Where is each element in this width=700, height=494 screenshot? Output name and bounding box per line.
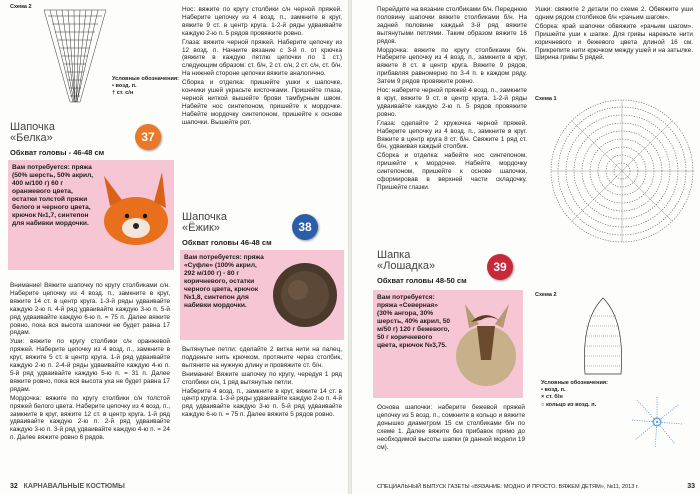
right-footer-text: СПЕЦИАЛЬНЫЙ ВЫПУСК ГАЗЕТЫ «ВЯЗАНИЕ: МОДНО И ПРОСТО. ВЯЖЕМ ДЕТЯМ», №11, 2013 г.: [377, 484, 639, 490]
right-footer: [377, 483, 695, 490]
ezhik-mordochka-text: Мордочка: вяжите по кругу столбиками б/н. Наберите цепочку из 4 возд. п., замкните в круг, вяжите 8 ст. в центр круга. Вяжите 9 рядов, прибавляя равномерно по 3-4 п. в каждом ряду. Затем 9 рядов провяжите ровно.: [377, 46, 527, 86]
loshadka-col-2: [535, 6, 693, 63]
ring-diagram: [627, 392, 687, 452]
belka-ushi-text: Уши: вяжите по кругу столбики с/н оранжевой пряжей. Наберите цепочку из 4 возд. п., замкните в круг, вяжите 5 ст. в центр круга. 1-й ряд удваивайте каждую 2-ю п. 2-4-й ряды удваивайте каждую 4-ю п. 5-й ряд удваивайте каждую 5-ю п. = 31 п. Далее вяжите ровно, пока вся высота уха не будет равна 17 рядам.: [10, 338, 170, 393]
loshadka-osnova-text: Основа шапочки: наберите бежевой пряжей цепочку из 5 возд. п., сомкните в кольцо и вяжите донышко диаметром 15 см столбиками б/н по схеме 1. Далее вяжите без прибавок прямо до необходимой высоты шапки (в данной модели 19 см).: [377, 404, 525, 451]
legend-item-2: ст. с/н: [116, 90, 134, 96]
right-legend-item-1: возд. п.: [544, 387, 566, 394]
left-page-number: 32: [10, 483, 18, 490]
ezhik-materials: Вам потребуется: пряжа «Суфле» (100% акрил, 292 м/100 г) - 80 г коричневого, остатки черного цвета, крючок №1,8, синтепон для набивки мордочки.: [184, 254, 264, 309]
right-scheme-2-label: Схема 2: [535, 292, 557, 298]
right-legend-item-3: кольцо из возд. п.: [545, 401, 597, 408]
right-scheme-2-chart: [579, 296, 627, 376]
belka-title-line2: «Белка»: [10, 132, 53, 144]
badge-39: 39: [487, 254, 513, 280]
ezhik-size: Обхват головы 46-48 см: [182, 238, 272, 247]
belka-nos-text: Нос: вяжите по кругу столбики с/н черной пряжей. Наберите цепочку из 4 возд. п., замкните в круг, вяжите 9 ст. в центр круга. 1-2-й ряды удваивайте каждую 2-ю п. 5 рядов провяжите ровно.: [182, 6, 342, 37]
badge-37: 37: [135, 124, 161, 150]
loshadka-size: Обхват головы 48-50 см: [377, 276, 467, 285]
loshadka-osnova-col: [377, 404, 525, 452]
single-crochet-icon: ×: [541, 394, 545, 401]
ezhik-col: [182, 346, 342, 420]
ring-icon: ○: [541, 401, 545, 408]
scheme-2-chart: [40, 6, 110, 106]
loshadka-title-line1: Шапка: [377, 249, 411, 261]
ezhik-loops-text: Вытянутые петли: сделайте 2 витка нити на палец, подденьте нить крючком, протяните через столбик, вытяните на нужную длину и провяжите ст. б/н.: [182, 346, 342, 369]
scheme-2-legend: [112, 76, 179, 97]
belka-col-1: [10, 282, 170, 443]
right-page-number: 33: [687, 483, 695, 490]
belka-materials: Вам потребуется: пряжа (50% шерсть, 50% акрил, 400 м/100 г) 60 г оранжевого цвета, остатки толстой пряжи белого и черного цвета, крючок №1,7, синтепон для набивки мордочки.: [12, 164, 94, 227]
air-loop-icon: •: [112, 83, 114, 89]
ezhik-sborka-text: Сборка и отделка: набейте нос синтепоном, пришейте к мордочке. Набейте мордочку синтепоном, пришейте к основе шапочки, сформировав в верхней части складочку. Пришейте глазки.: [377, 152, 527, 191]
scheme-2-label: Схема 2: [10, 4, 32, 10]
left-page: [0, 0, 349, 494]
ezhik-attention-text: Внимание! Вяжите шапочку по кругу, чередуя 1 ряд столбики с/н, 1 ряд вытянутые петли.: [182, 370, 342, 386]
ezhik-hat-photo: [268, 258, 342, 332]
ezhik-rows-text: Наберите 4 возд. п., замкните в круг, вяжите 14 ст. в центр круга. 1-3-й ряды удваивайте каждую 2-ю п. 4-й ряд удваивайте каждую 3-ю п. 5-й ряд удваивайте каждую 6-ю п. = 75 п. Далее вяжите 5 рядов ровно.: [182, 387, 343, 419]
belka-attention-text: Внимание! Вяжите шапочку по кругу столбиками с/н. Наберите цепочку из 4 возд. п., замкните в круг, вяжите 14 ст. в центр круга. 1-3-й ряды удваивайте каждую 2-ю п. 4-й ряд удваивайте каждую 3-ю п. 5-й ряд удваивайте каждую 6-ю п. = 75 п. Далее вяжите ровно, пока вся высота шапочки не будет равна 17 рядам.: [10, 282, 170, 337]
legend-title: Условные обозначения:: [112, 76, 180, 82]
scheme-1-chart: [547, 96, 697, 246]
loshadka-sborka-text: Сборка: край шапочки обвяжите «рачьим шагом». Пришейте уши к шапке. Для гривы нарежьте нити коричневого и бежевого цвета длиной 16 см. Прикрепите нити крючком между ушей и на затылке. Ширина гривы 5 рядей.: [535, 22, 693, 62]
ezhik-cont-text: Перейдите на вязание столбиками б/н. Переднюю половину шапочки вяжите столбиками б/н. На задней половине каждый 3-й ряд вяжите вытянутыми петлями. Таким образом вяжите 16 рядов.: [377, 6, 527, 45]
ezhik-title-line1: Шапочка: [182, 211, 227, 223]
ezhik-nos-text: Нос: наберите черной пряжей 4 возд. п., замкните в круг, вяжите 9 ст. в центр круга. 1-2-й ряды удваивайте каждую 2-ю п. 5 рядов провяжите ровно.: [377, 87, 527, 118]
right-legend-item-2: ст. б/н: [545, 394, 563, 401]
belka-mordochka-text: Мордочка: вяжите по кругу столбики с/н толстой пряжей белого цвета. Наберите цепочку из 4 возд. п., замкните в круг, вяжите 12 ст. в центр круга. 1-й ряд удваивайте каждую 2-ю п. 2-й ряд удваивайте каждую 3-ю п. 3-й ряд удваивайте каждую 4-ю п. = 24 п. Далее вяжите ровно 6 рядов.: [10, 394, 170, 442]
belka-hat-photo: [96, 166, 172, 266]
right-page: [351, 0, 700, 494]
belka-sborka-text: Сборка и отделка: пришейте ушки к шапочке, кончики ушей украсьте кисточками. Пришейте глаза, черной ниткой вышейте брови тамбурным швом. Набейте нос синтепоном, пришейте к мордочке. Набейте мордочку синтепоном, пришейте к основе шапочки. Вышейте рот.: [182, 79, 342, 126]
right-legend-title: Условные обозначения:: [541, 380, 609, 386]
ezhik-title-line2: «Ёжик»: [182, 222, 220, 234]
loshadka-materials: Вам потребуется: пряжа «Северная» (30% ангора, 30% шерсть, 40% акрил, 50 м/50 г) 120 г бежевого, 50 г коричневого цвета, крючок №3,75.: [377, 294, 451, 349]
belka-col-2: [182, 6, 342, 128]
loshadka-ushki-text: Ушки: свяжите 2 детали по схеме 2. Обвяжите уши одним рядом столбиков б/н «рачьим шагом».: [535, 6, 693, 21]
loshadka-title: [377, 250, 435, 272]
legend-item-1: возд. п.: [115, 83, 137, 89]
loshadka-col-1: [377, 6, 527, 193]
badge-38: 38: [292, 214, 318, 240]
belka-size: Обхват головы - 46-48 см: [10, 148, 105, 157]
left-footer: [10, 483, 125, 490]
air-loop-icon: •: [541, 387, 543, 394]
right-legend: [541, 380, 608, 409]
left-footer-title: КАРНАВАЛЬНЫЕ КОСТЮМЫ: [23, 483, 125, 490]
belka-glaza-text: Глаза: вяжите черной пряжей. Наберите цепочку из 12 возд. п. Начните вязание с 3-й п. от крючка (вяжите в каждую петлю цепочки по 1 ст.) следующим образом: ст. б/н, 2 ст. с/н, 2 ст. с/н, ст. б/н. На нижней стороне цепочки вяжите аналогично.: [182, 38, 342, 78]
double-crochet-icon: †: [112, 90, 116, 96]
scheme-1-label: Схема 1: [535, 96, 557, 102]
loshadka-hat-photo: [451, 300, 521, 392]
belka-title-line1: Шапочка: [10, 121, 55, 133]
belka-title: [10, 122, 55, 144]
ezhik-title: [182, 212, 227, 234]
ezhik-glaza-text: Глаза: сделайте 2 кружочка черной пряжей. Наберите цепочку из 4 возд. п., замкните в круг. Вяжите в центр круга 8 ст. б/н. Свяжите 1 ряд ст. б/н, удваивая каждый столбик.: [377, 119, 527, 151]
loshadka-title-line2: «Лошадка»: [377, 260, 436, 272]
